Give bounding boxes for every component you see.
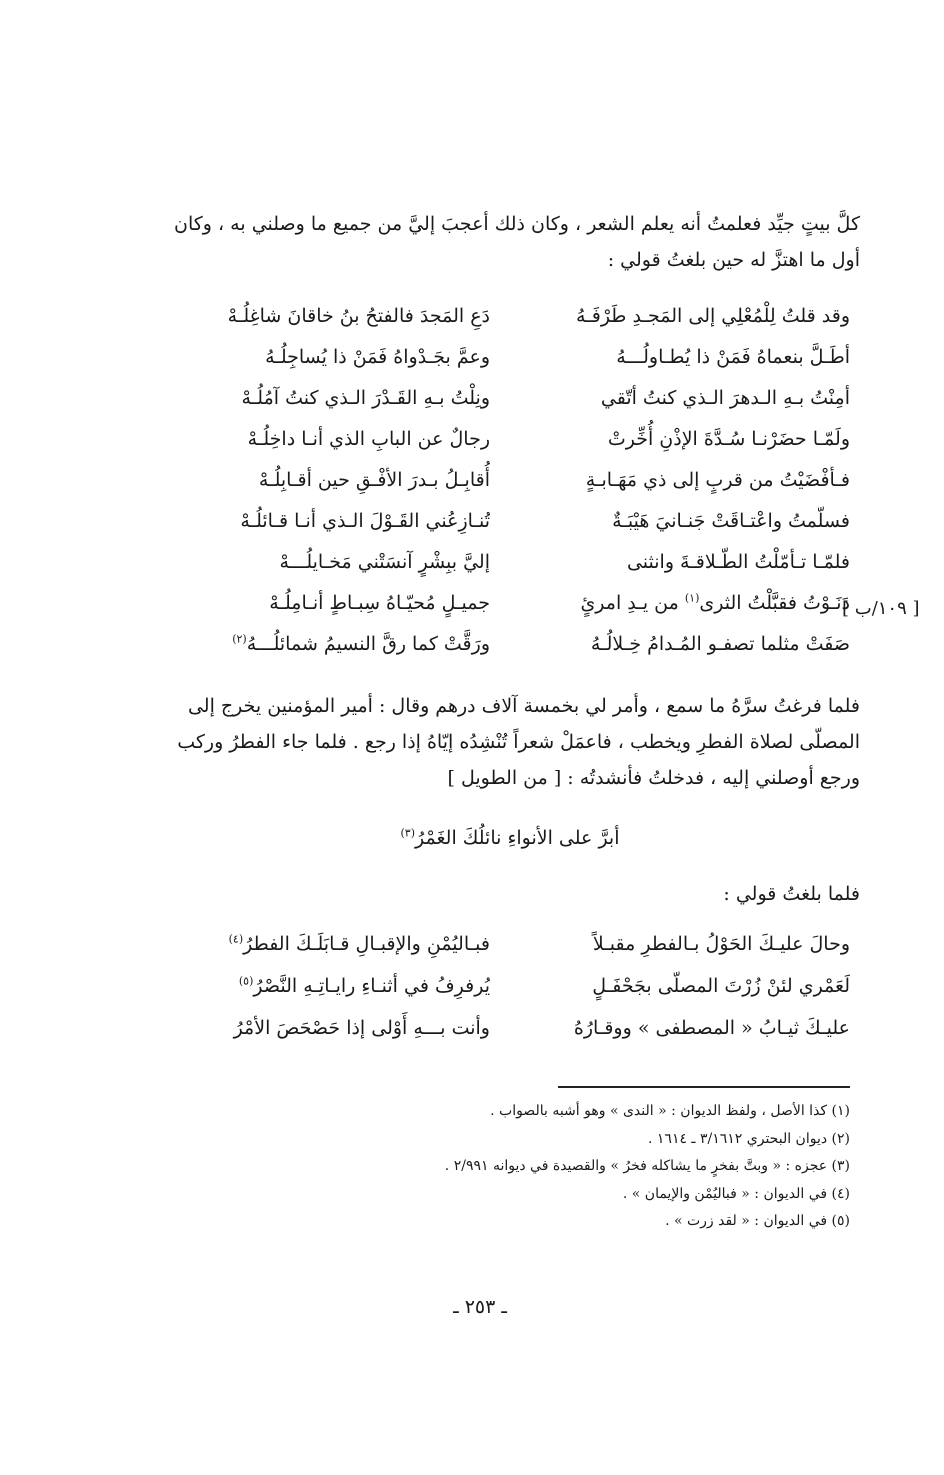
verse-row [150, 966, 870, 1008]
intro-paragraph [160, 206, 860, 278]
middle-line-2: المصلّى لصلاة الفطرِ ويخطب ، فاعمَلْ شعراً تُنْشِدُه إيّاهُ إذا رجع . فلما جاء الفطرُ وركب [177, 731, 860, 753]
folio-margin-note: [ ١٠٩/ب ] [842, 598, 920, 619]
verse-row [150, 296, 870, 337]
second-hemistich: دَعِ المَجدَ فالفتحُ بنُ خاقانَ شاغِلُـهْ [227, 305, 490, 327]
verse-row [150, 583, 870, 624]
footnote-item: (٢) ديوان البحتري ٣/١٦١٢ ـ ١٦١٤ . [648, 1130, 850, 1147]
footnote-item: (٥) في الديوان : « لقد زرت » . [665, 1213, 850, 1229]
middle-line-1: فلما فرغتُ سرَّهُ ما سمع ، وأمر لي بخمسة آلاف درهم وقال : أمير المؤمنين يخرج إلى [187, 695, 860, 717]
footnote-item: (١) كذا الأصل ، ولفظ الديوان : « الندى » وهو أشبه بالصواب . [490, 1103, 850, 1119]
first-hemistich: وحالَ عليـكَ الحَوْلُ بـالفطرِ مقبـلاً [592, 933, 850, 955]
first-hemistich: أمِنْتُ بـهِ الـدهرَ الـذي كنتُ أتّقي [600, 387, 850, 409]
second-hemistich: وعمَّ بجَـدْواهُ فَمَنْ ذا يُساجِلُـهُ [265, 346, 490, 368]
middle-line-3: ورجع أوصلني إليه ، فدخلتُ فأنشدتُه : [ من الطويل ] [447, 767, 860, 789]
footnote-marker: (٤) [228, 932, 244, 946]
second-hemistich: ونِلْتُ بـهِ القَـدْرَ الـذي كنتُ آمُلُـهْ [241, 387, 490, 409]
first-hemistich: وقد قلتُ لِلْمُعْلِي إلى المَجـدِ طَرْفَـهُ [575, 305, 850, 327]
hemistich-text-tail: من يـدِ امرئٍ [580, 592, 685, 614]
poem-2 [150, 924, 870, 1050]
second-hemistich [190, 924, 490, 965]
first-hemistich: فسلّمتُ واعْتـاقَتْ جَنـانيَ هَيْبَـةٌ [612, 510, 850, 532]
verse-row [150, 924, 870, 966]
verse-row [150, 337, 870, 378]
hemistich-text: دَنَـوْتُ فقبَّلْتُ الثرى [699, 592, 850, 614]
first-hemistich: أطَـلَّ بنعماهُ فَمَنْ ذا يُطـاولُـــهُ [616, 346, 850, 368]
hemistich-text: يُرفرِفُ في أثنـاءِ رايـاتِـهِ النَّصْرُ [253, 975, 490, 997]
footnote-marker: (١) [684, 591, 700, 605]
footnote-separator [558, 1086, 850, 1088]
second-hemistich: جميـلٍ مُحيّـاهُ سِبـاطٍ أنـامِلُـهْ [269, 592, 490, 614]
poem-1 [150, 296, 870, 665]
intro-line-2: أول ما اهتزَّ له حين بلغتُ قولي : [607, 249, 860, 271]
second-hemistich [190, 966, 490, 1007]
transition-line: فلما بلغتُ قولي : [723, 883, 860, 905]
first-hemistich: فلمّـا تـأمّلْتُ الطّـلاقـةَ وانثنى [626, 551, 850, 573]
first-hemistich: فـأفْضَيْتُ من قربٍ إلى ذي مَهَـابـةٍ [585, 469, 850, 491]
footnote-marker: (٢) [232, 632, 247, 646]
single-hemistich [360, 820, 660, 856]
first-hemistich: لَعَمْري لئنْ زُرْتَ المصلّى بجَحْفَـلٍ [592, 975, 850, 997]
verse-row [150, 460, 870, 501]
footnotes [300, 1098, 850, 1236]
footnote-marker: (٥) [238, 974, 254, 988]
footnote-item: (٤) في الديوان : « فباليُمْن والإيمان » . [622, 1185, 850, 1202]
page-number: ـ ٢٥٣ ـ [453, 1296, 507, 1318]
hemistich-text: ورَقَّتْ كما رقَّ النسيمُ شمائلُـــهُ [246, 633, 490, 655]
second-hemistich: رجالٌ عن البابِ الذي أنـا داخِلُـهْ [247, 428, 490, 450]
second-hemistich: تُنـازِعُني القَـوْلَ الـذي أنـا قـائلُـهْ [240, 510, 490, 532]
verse-row [150, 1008, 870, 1050]
second-hemistich: إليَّ ببِشْرٍ آنسَتْني مَخـايلُـــهْ [279, 551, 490, 573]
verse-row [150, 378, 870, 419]
first-hemistich: عليـكَ ثيـابُ « المصطفى » ووقـارُهُ [573, 1017, 850, 1039]
intro-line-1: كلَّ بيتٍ جيِّد فعلمتُ أنه يعلم الشعر ، وكان ذلك أعجبَ إليَّ من جميع ما وصلني به ، وكان [174, 213, 860, 235]
first-hemistich: ولَمّـا حضَرْنـا سُـدَّةَ الإذْنِ أُخِّرتْ [607, 428, 850, 450]
verse-row [150, 624, 870, 665]
hemistich-text: أبرَّ على الأنواءِ نائلُكَ الغَمْرُ [415, 827, 620, 849]
footnote-item: (٣) عجزه : « وبتَّ بفخرٍ ما يشاكله فخرُ » والقصيدة في ديوانه ٢/٩٩١ . [444, 1158, 850, 1174]
hemistich-text: فبـاليُمْنِ والإقبـالِ قـابَلَـكَ الفطرُ [243, 933, 490, 955]
footnote-marker: (٣) [400, 826, 416, 840]
verse-row [150, 501, 870, 542]
verse-row [150, 542, 870, 583]
verse-row [150, 419, 870, 460]
second-hemistich: وأنت بـــهِ أَوْلى إذا حَصْحَصَ الأمْرُ [233, 1017, 490, 1039]
second-hemistich [190, 624, 490, 665]
second-hemistich: أُقابِـلُ بـدرَ الأفْـقِ حين أقـابِلُـهْ [258, 469, 490, 491]
middle-paragraph [160, 688, 860, 796]
first-hemistich: صَفَتْ مثلما تصفـو المُـدامُ خِـلالُـهُ [590, 633, 850, 655]
first-hemistich [530, 583, 850, 624]
